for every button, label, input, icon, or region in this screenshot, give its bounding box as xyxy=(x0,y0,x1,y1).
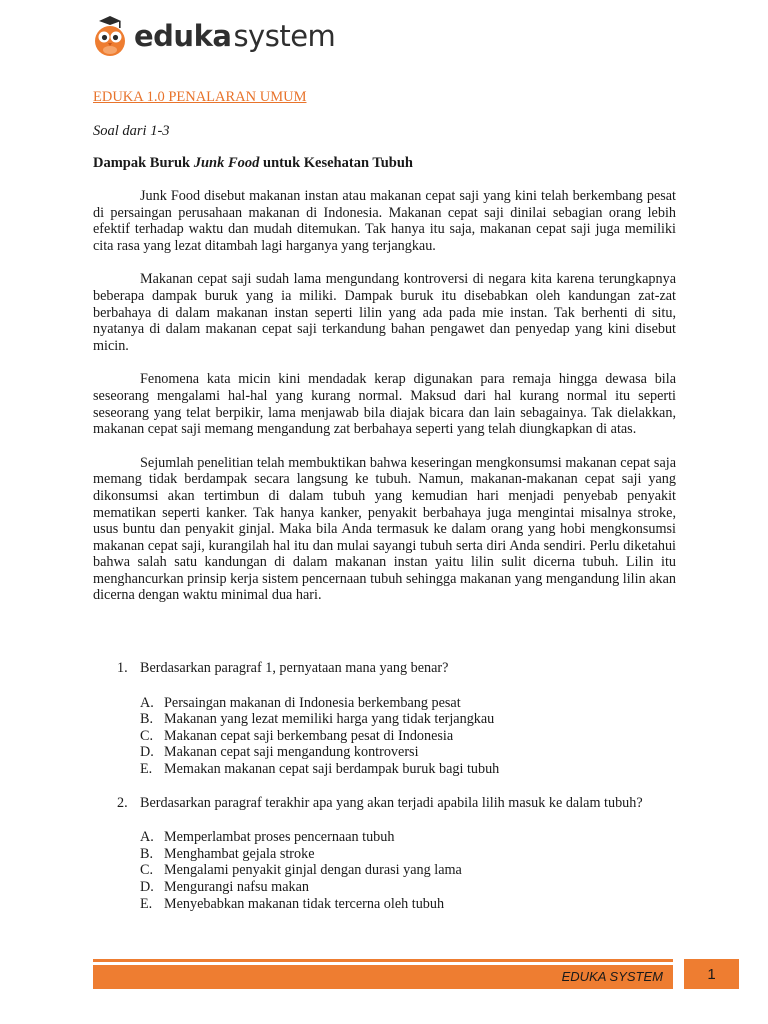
option-letter: C. xyxy=(140,727,154,744)
article-paragraph: Junk Food disebut makanan instan atau makanan cepat saji yang kini telah berkembang pesat di persaingan perusahaan makanan di Indonesia. Makanan cepat saji dinilai sebagian orang lebih efektif terhadap waktu dan mudah ditemukan. Tak hanya itu saja, makanan cepat saji juga memiliki cita rasa yang lezat ditambah lagi harganya yang terjangkau. xyxy=(93,188,676,254)
answer-option[interactable] xyxy=(140,896,677,913)
article-body xyxy=(93,188,676,621)
option-text: Menghambat gejala stroke xyxy=(164,845,315,862)
brand-bold: eduka xyxy=(134,19,232,53)
question-1 xyxy=(117,660,677,677)
answer-option[interactable] xyxy=(140,728,677,745)
article-title xyxy=(93,155,413,172)
question-text: Berdasarkan paragraf 1, pernyataan mana yang benar? xyxy=(140,660,449,676)
option-text: Makanan cepat saji mengandung kontroversi xyxy=(164,744,419,761)
option-text: Memakan makanan cepat saji berdampak buruk bagi tubuh xyxy=(164,760,500,777)
article-title-prefix: Dampak Buruk xyxy=(93,155,194,171)
option-text: Menyebabkan makanan tidak tercerna oleh tubuh xyxy=(164,895,445,912)
section-title: EDUKA 1.0 PENALARAN UMUM xyxy=(93,89,307,105)
question-list xyxy=(117,660,677,929)
page-number: 1 xyxy=(684,959,739,989)
option-letter: B. xyxy=(140,845,154,862)
article-title-suffix: untuk Kesehatan Tubuh xyxy=(259,155,413,171)
answer-option[interactable] xyxy=(140,846,677,863)
footer-bar xyxy=(93,965,673,989)
answer-option[interactable] xyxy=(140,829,677,846)
option-letter: D. xyxy=(140,744,154,761)
answer-options xyxy=(140,695,677,778)
answer-option[interactable] xyxy=(140,711,677,728)
option-letter: E. xyxy=(140,895,153,912)
option-letter: A. xyxy=(140,694,154,711)
answer-option[interactable] xyxy=(140,761,677,778)
footer-label: EDUKA SYSTEM xyxy=(561,969,663,984)
brand-regular: system xyxy=(233,19,336,53)
option-text: Memperlambat proses pencernaan tubuh xyxy=(164,829,395,846)
answer-option[interactable] xyxy=(140,744,677,761)
option-letter: C. xyxy=(140,862,154,879)
answer-option[interactable] xyxy=(140,879,677,896)
option-letter: E. xyxy=(140,760,153,777)
brand-logo xyxy=(93,14,335,58)
option-text: Persaingan makanan di Indonesia berkembang pesat xyxy=(164,694,461,711)
article-title-italic: Junk Food xyxy=(193,155,260,171)
question-range: Soal dari 1-3 xyxy=(93,123,170,139)
answer-option[interactable] xyxy=(140,695,677,712)
answer-option[interactable] xyxy=(140,862,677,879)
option-text: Mengalami penyakit ginjal dengan durasi yang lama xyxy=(164,862,462,879)
article-paragraph: Sejumlah penelitian telah membuktikan bahwa keseringan mengkonsumsi makanan cepat saja memang tidak berdampak secara langsung ke tubuh. Namun, makanan-makanan cepat saji yang dikonsumsi akan tertimbun di dalam tubuh yang kemudian hari menjadi penyebab penyakit mematikan seperti kanker. Tak hanya kanker, penyakit berbahaya juga mengintai misalnya stroke, usus buntu dan penyakit ginjal. Maka bila Anda termasuk ke dalam orang yang hobi mengkonsumsi makanan cepat saji, kurangilah hal itu dan mulai sayangi tubuh serta diri Anda sendiri. Perlu diketahui bahwa salah satu kandungan di dalam makanan instan yaitu lilin sulit dicerna tubuh. Lilin itu menghancurkan prinsip kerja sistem pencernaan tubuh sehingga makanan yang mengandung lilin akan dicerna dengan waktu minimal dua hari. xyxy=(93,454,676,604)
question-number: 1. xyxy=(117,660,128,676)
option-letter: B. xyxy=(140,711,154,728)
question-number: 2. xyxy=(117,794,128,811)
option-letter: A. xyxy=(140,829,154,846)
answer-options xyxy=(140,829,677,912)
article-paragraph: Fenomena kata micin kini mendadak kerap digunakan para remaja hingga dewasa bila seseorang mengalami hal-hal yang kurang normal. Maksud dari hal kurang normal itu seperti seseorang yang telat berpikir, lama menjawab bila diajak bicara dan lain sebagainya. Tak dielakkan, makanan cepat saji memang mengandung zat berbahaya seperti yang telah diungkapkan di atas. xyxy=(93,371,676,438)
question-text: Berdasarkan paragraf terakhir apa yang akan terjadi apabila lilih masuk ke dalam tubuh? xyxy=(140,794,643,811)
question-2 xyxy=(117,795,677,812)
option-text: Mengurangi nafsu makan xyxy=(164,878,309,895)
option-text: Makanan yang lezat memiliki harga yang tidak terjangkau xyxy=(164,711,495,728)
option-text: Makanan cepat saji berkembang pesat di Indonesia xyxy=(164,727,454,744)
article-paragraph: Makanan cepat saji sudah lama mengundang kontroversi di negara kita karena terungkapnya beberapa dampak buruk yang ia miliki. Dampak buruk itu disebabkan oleh kandungan zat-zat berbahaya di dalam makanan instan seperti lilin yang ada pada mie instan. Tak berhenti di situ, nyatanya di dalam makanan cepat saji terkandung bahan pengawet dan penyedap yang kini disebut micin. xyxy=(93,271,676,354)
owl-mascot-icon xyxy=(93,15,127,57)
option-letter: D. xyxy=(140,878,154,895)
brand-wordmark xyxy=(134,19,335,53)
